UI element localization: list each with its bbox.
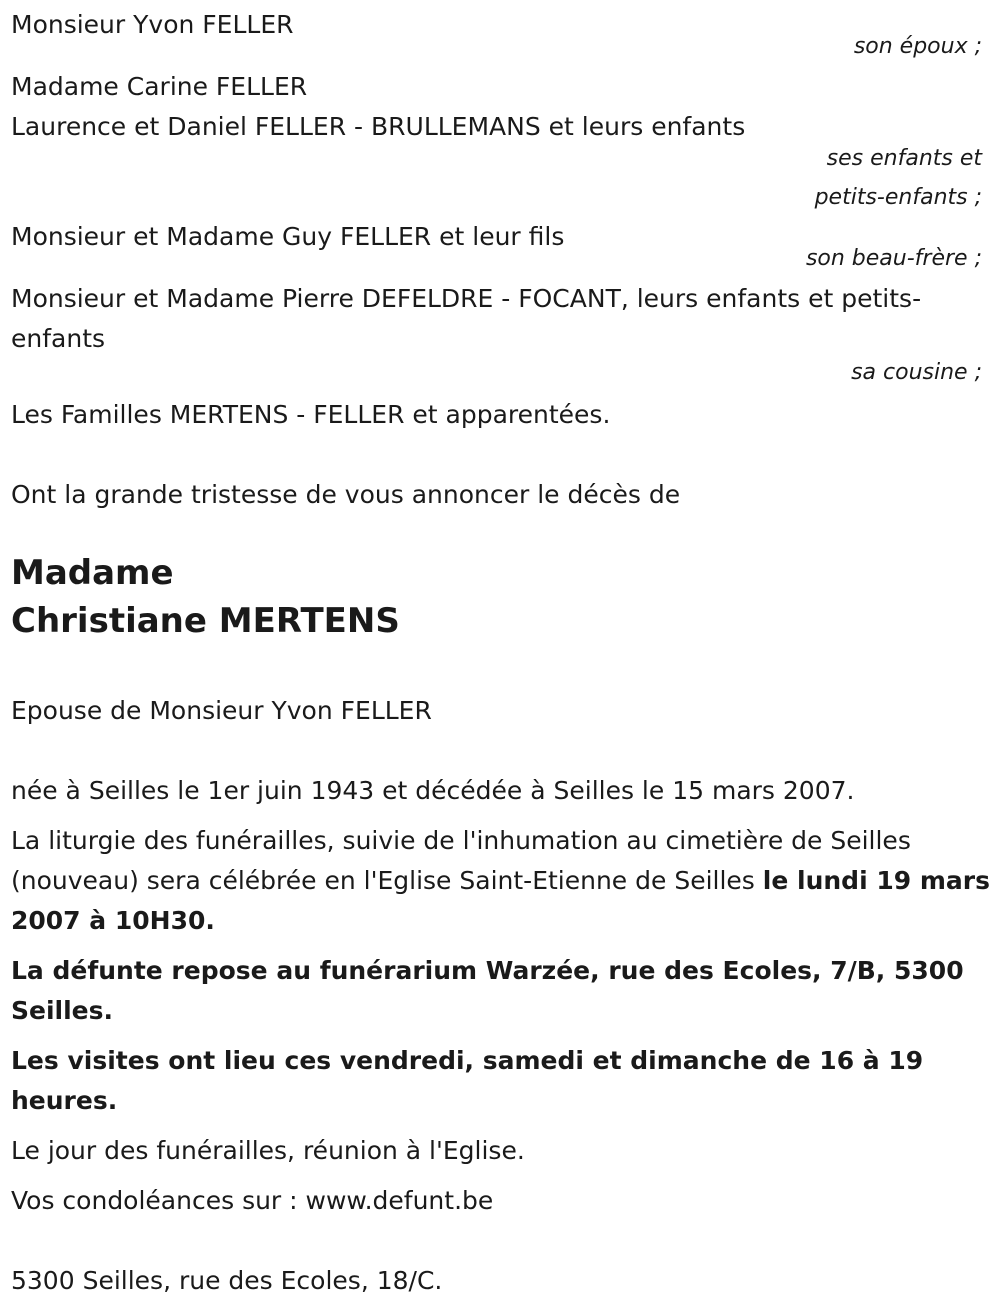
cousin-line: Monsieur et Madame Pierre DEFELDRE - FOCANT, leurs enfants et petits-enfants xyxy=(11,284,922,353)
announcement-text: Ont la grande tristesse de vous annoncer le décès de xyxy=(11,480,681,509)
liturgy-text: La liturgie des funérailles, suivie de l'inhumation au cimetière de Seilles (nouveau) sera célébrée en l'Eglise Saint-Etienne de Seilles xyxy=(11,826,911,895)
children-line-1: Madame Carine FELLER xyxy=(11,72,308,101)
deceased-name: Christiane MERTENS xyxy=(11,601,400,641)
condolences-text: Vos condoléances sur : www.defunt.be xyxy=(11,1186,494,1215)
spouse-of-text: Epouse de Monsieur Yvon FELLER xyxy=(11,696,432,725)
funeral-day-text: Le jour des funérailles, réunion à l'Eglise. xyxy=(11,1136,525,1165)
children-line-2: Laurence et Daniel FELLER - BRULLEMANS et leurs enfants xyxy=(11,112,746,141)
visits-text: Les visites ont lieu ces vendredi, samedi et dimanche de 16 à 19 heures. xyxy=(11,1046,924,1115)
cousin-role: sa cousine ; xyxy=(851,360,982,385)
deceased-name-block xyxy=(11,549,990,645)
liturgy-date: le lundi 19 mars 2007 à 10H30. xyxy=(11,866,990,935)
brother-in-law-line: Monsieur et Madame Guy FELLER et leur fils xyxy=(11,222,565,251)
funerarium-text: La défunte repose au funérarium Warzée, rue des Ecoles, 7/B, 5300 Seilles. xyxy=(11,956,964,1025)
families-line: Les Familles MERTENS - FELLER et apparentées. xyxy=(11,400,611,429)
children-role-1: ses enfants et xyxy=(826,146,982,171)
brother-in-law-role: son beau-frère ; xyxy=(805,246,982,271)
spouse-role: son époux ; xyxy=(853,34,982,59)
deceased-title: Madame xyxy=(11,553,174,593)
children-role-2: petits-enfants ; xyxy=(814,185,982,210)
liturgy-paragraph xyxy=(11,821,990,941)
spouse-line: Monsieur Yvon FELLER xyxy=(11,10,294,39)
address-text: 5300 Seilles, rue des Ecoles, 18/C. xyxy=(11,1266,443,1295)
birth-death-text: née à Seilles le 1er juin 1943 et décédée à Seilles le 15 mars 2007. xyxy=(11,776,855,805)
